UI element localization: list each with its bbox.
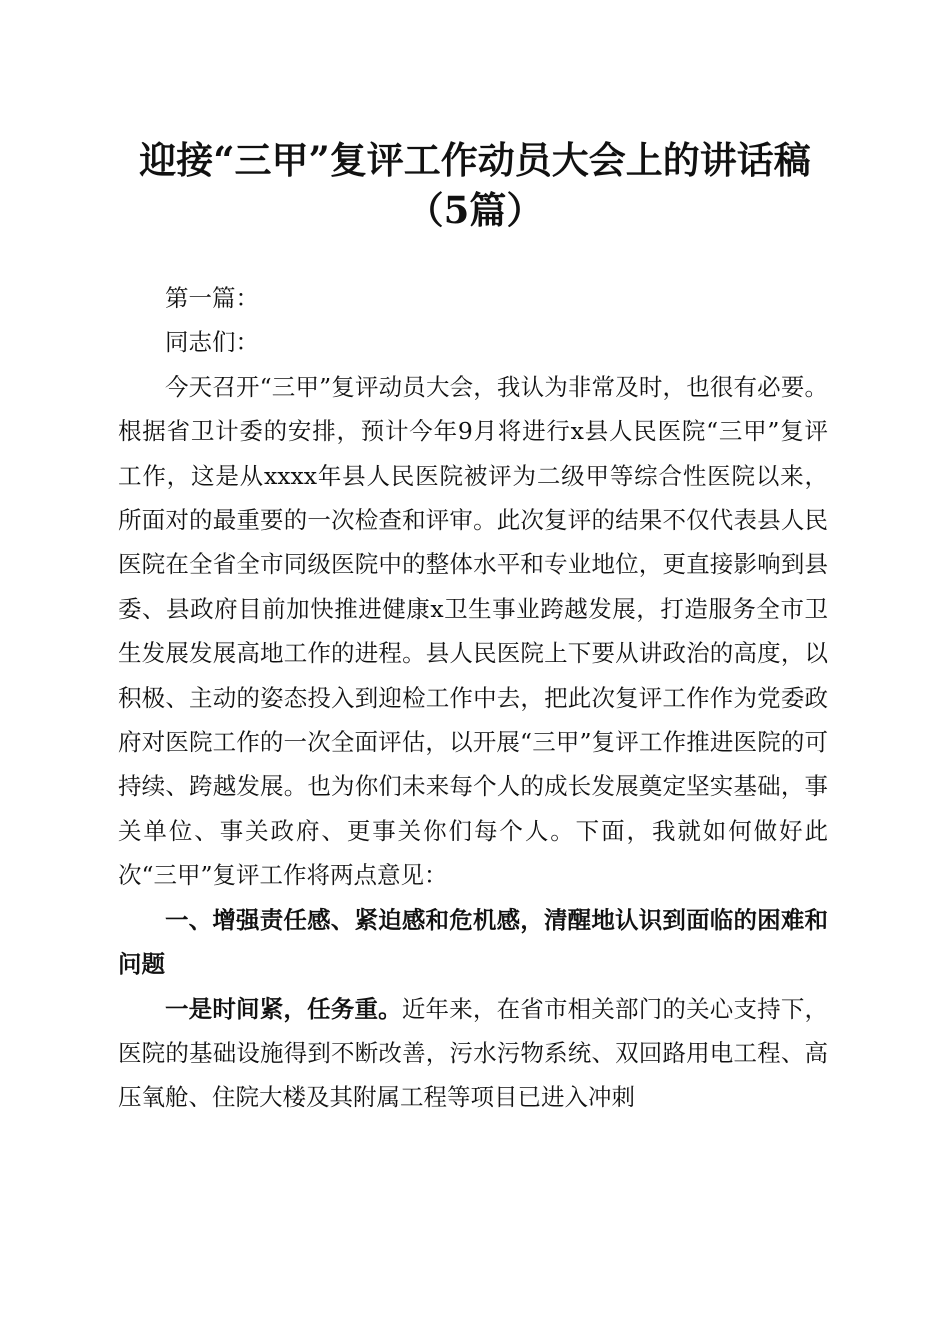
section-label: 第一篇： — [165, 284, 259, 312]
paragraph-lead: 一是时间紧，任务重。 — [165, 994, 402, 1023]
document-body — [118, 276, 828, 1120]
section-heading-1: 一、增强责任感、紧迫感和危机感，清醒地认识到面临的困难和问题 — [118, 905, 828, 979]
paragraph-body: 近年来，在省市相关部门的关心支持下，医院的基础设施得到不断改善，污水污物系统、双回路用电工程、高压氧舱、住院大楼及其附属工程等项目已进入冲刺 — [118, 994, 829, 1112]
paragraph-point-1 — [118, 987, 828, 1120]
document-title-count: （5篇） — [406, 188, 544, 232]
salutation: 同志们： — [165, 328, 259, 357]
document-title: 迎接“三甲”复评工作动员大会上的讲话稿 — [139, 138, 811, 182]
paragraph-intro: 今天召开“三甲”复评动员大会，我认为非常及时，也很有必要。根据省卫计委的安排，预计今年9月将进行x县人民医院“三甲”复评工作，这是从xxxx年县人民医院被评为二级甲等综合性医院以来，所面对的最重要的一次检查和评审。此次复评的结果不仅代表县人民医院在全省全市同级医院中的整体水平和专业地位，更直接影响到县委、县政府目前加快推进健康x卫生事业跨越发展，打造服务全市卫生发展发展高地工作的进程。县人民医院上下要从讲政治的高度，以积极、主动的姿态投入到迎检工作中去，把此次复评工作作为党委政府对医院工作的一次全面评估，以开展“三甲”复评工作推进医院的可持续、跨越发展。也为你们未来每个人的成长发展奠定坚实基础，事关单位、事关政府、更事关你们每个人。下面，我就如何做好此次“三甲”复评工作将两点意见： — [118, 372, 828, 890]
